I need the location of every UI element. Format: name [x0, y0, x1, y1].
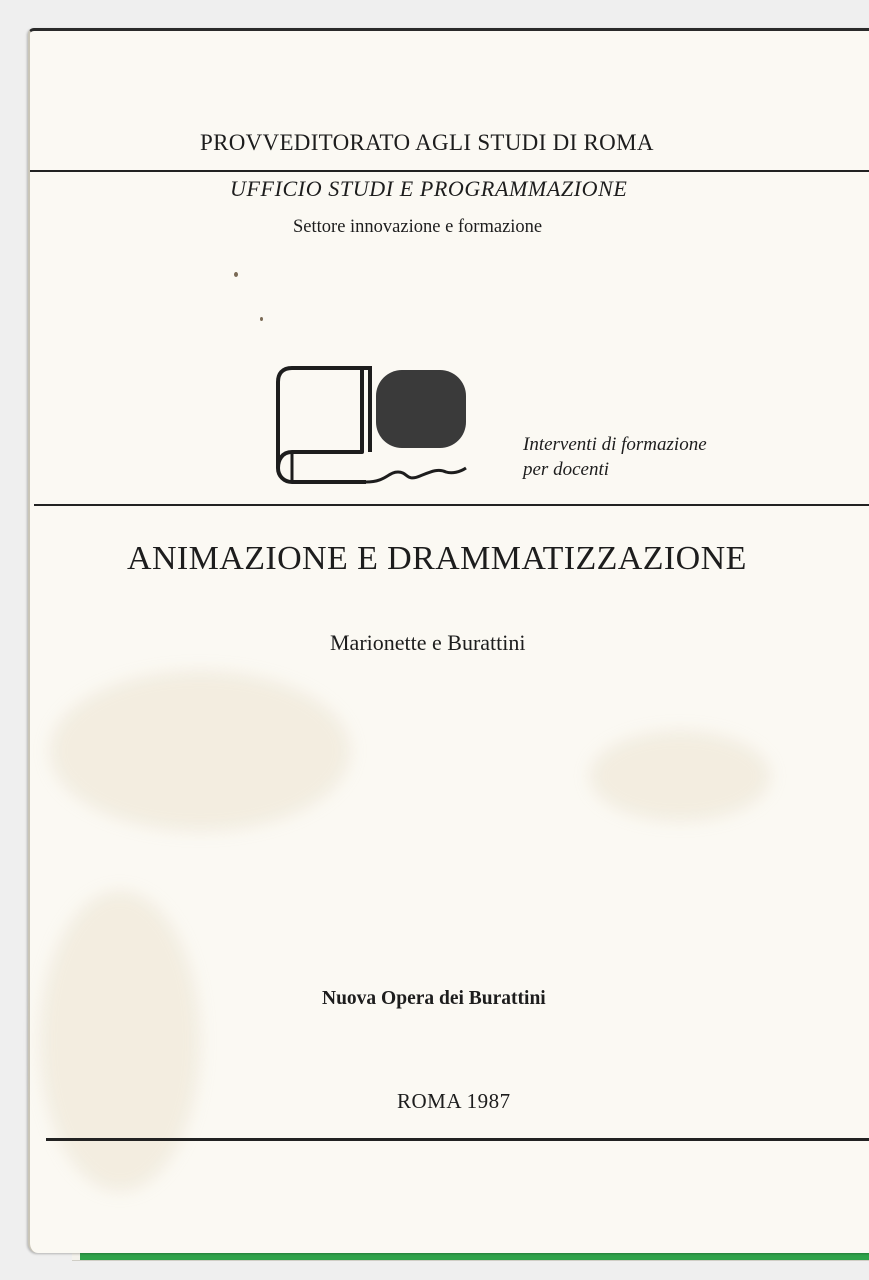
header-divider [30, 170, 869, 172]
paper-stain [50, 671, 350, 831]
logo-caption [523, 432, 707, 482]
paper-stain [40, 891, 200, 1191]
book-title: ANIMAZIONE E DRAMMATIZZAZIONE [127, 540, 747, 577]
book-and-screen-logo-icon [270, 360, 480, 490]
green-page-edge [80, 1252, 869, 1260]
logo-caption-line2: per docenti [523, 459, 610, 480]
paper-stain [590, 731, 770, 821]
bottom-divider [46, 1138, 869, 1141]
publisher: Nuova Opera dei Burattini [322, 988, 546, 1009]
place-year: ROMA 1987 [397, 1089, 511, 1113]
logo-caption-line1: Interventi di formazione [523, 434, 707, 455]
title-divider [34, 504, 869, 506]
book-subtitle: Marionette e Burattini [330, 630, 526, 655]
ink-speck [260, 317, 263, 321]
office-sector: Settore innovazione e formazione [293, 217, 543, 237]
ink-speck [234, 272, 238, 277]
office-subtitle: UFFICIO STUDI E PROGRAMMAZIONE [230, 176, 628, 201]
office-title: PROVVEDITORATO AGLI STUDI DI ROMA [200, 130, 654, 155]
